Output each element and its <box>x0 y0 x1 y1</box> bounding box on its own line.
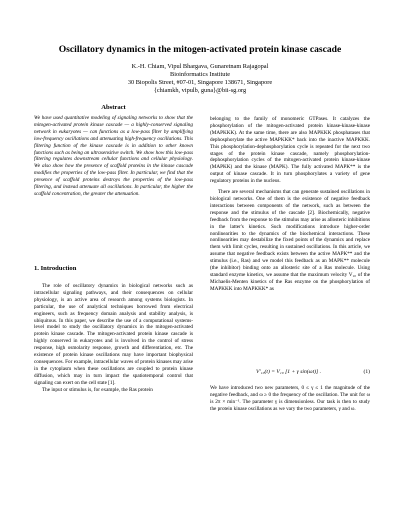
paper-title: Oscillatory dynamics in the mitogen-activated protein kinase cascade <box>58 44 342 55</box>
equation-expression: V′₁₀(t) = V₁₀ [1 + γ sin(ωt)] . <box>256 369 321 375</box>
right-paragraph-3: We have introduced two new parameters, 0 ≤ γ ≤ 1 the magnitude of the negative feedback, and ω ≥ 0 the frequency of the oscillation. The unit for ω is 2π × min⁻¹. The parameter γ is dimensionless. Our task is then to study the protein kinase oscillations as we vary the two parameters, γ and ω. <box>210 385 370 412</box>
right-column-continued <box>210 385 370 413</box>
author-names: K.-H. Chiam, Vipul Bhargava, Gunaretnam Rajagopal <box>131 63 269 70</box>
right-column <box>210 116 370 293</box>
introduction-heading: 1. Introduction <box>34 265 77 272</box>
author-block <box>0 63 400 95</box>
abstract-text: We have used quantitative modeling of signaling networks to show that the mitogen-activated protein kinase cascade — a highly-conserved signaling network in eukaryotes — can functions as a low-pass filter by amplifying low-frequency oscillations and attenuating high-frequency oscillations. This filtering function of the kinase cascade is in addition to other known functions such as being an ultrasensitive switch. We show how this low-pass filtering regulates downstream cellular functions and cellular physiology. We also show how the presence of scaffold proteins in the kinase cascade modifies the properties of the low-pass filter. In particular, we find that the presence of scaffold proteins destroys the properties of the low-pass filtering, and instead attenuate all oscillations. In particular, the higher the scaffold concentration, the greater the attenuation. <box>34 115 193 197</box>
author-email: {chiamkh, vipulb, guna}@bii-sg.org <box>153 87 247 94</box>
introduction-paragraph-1: The role of oscillatory dynamics in biological networks such as intracellular signaling pathways, and their consequences on cellular physiology, is an active area of research among systems biologists. In particular, the use of analytical techniques borrowed from electrical engineers, such as frequency domain analysis and stability analysis, is ubiquitous. In this paper, we describe the use of a computational systems-level model to study the oscillatory dynamics in the mitogen-activated protein kinase cascade. The mitogen-activated protein kinase cascade is highly conserved in eukaryotes and is involved in the control of stress response, high osmolarity response, growth and differentiation, etc. The existence of protein kinase oscillations may have important biophysical consequences. For example, intracellular waves of protein kinases may arise in the cytoplasm when these oscillations are coupled to protein kinase diffusion, which may in turn impact the spatiotemporal control that signaling can exert on the cell state [1]. <box>34 283 193 386</box>
equation-number: (1) <box>363 369 370 375</box>
left-column <box>34 104 193 198</box>
author-institution: Bioinformatics Institute <box>170 71 230 78</box>
right-paragraph-2: There are several mechanisms that can generate sustained oscillations in biological networks. One of them is the existence of negative feedback interactions between components of the network, such as between the response and the stimulus of the cascade [2]. Biochemically, negative feedback from the response to the stimulus may arise as allosteric inhibitions in the latter's kinetics. Such modifications introduce higher-order nonlinearities to the dynamics of the biochemical interactions. These nonlinearities may destabilize the fixed points of the dynamics and replace them with limit cycles, resulting in sustained oscillations. In this article, we assume that negative feedback exists between the active MAPK** and the stimulus (i.e., Ras) and we model this feedback as an MAPK** molecule (the inhibitor) binding onto an allosteric site of a Ras molecule. Using standard enzyme kinetics, we assume that the maximum velocity V₁₀ of the Michaelis-Menten kinetics of the Ras enzyme on the phosphorylation of MAPKKK into MAPKKK* as <box>210 189 370 292</box>
introduction-paragraph-2: The input or stimulus is, for example, the Ras protein <box>42 386 153 393</box>
right-paragraph-1: belonging to the family of monomeric GTPases. It catalyzes the phosphorylation of the mitogen-activated protein kinase-kinase-kinase (MAPKKK). At the same time, there are also MAPKKK phosphatases that dephosphorylate the active MAPKKK* back into the inactive MAPKKK. This phosphorylation-dephosphorylation cycle is repeated for the next two stages of the protein kinase cascade, namely phosphorylation-dephosphorylation cycles of the mitogen-activated protein kinase-kinase (MAPKK) and the kinase (MAPK). The fully activated MAPK** is the output of kinase cascade. It in turn phosphorylates a variety of gene regulatory proteins in the nucleus. <box>210 116 370 185</box>
introduction-section <box>34 265 193 394</box>
author-address: 30 Biopolis Street, #07-01, Singapore 138671, Singapore <box>127 79 273 86</box>
abstract-heading: Abstract <box>101 104 126 111</box>
